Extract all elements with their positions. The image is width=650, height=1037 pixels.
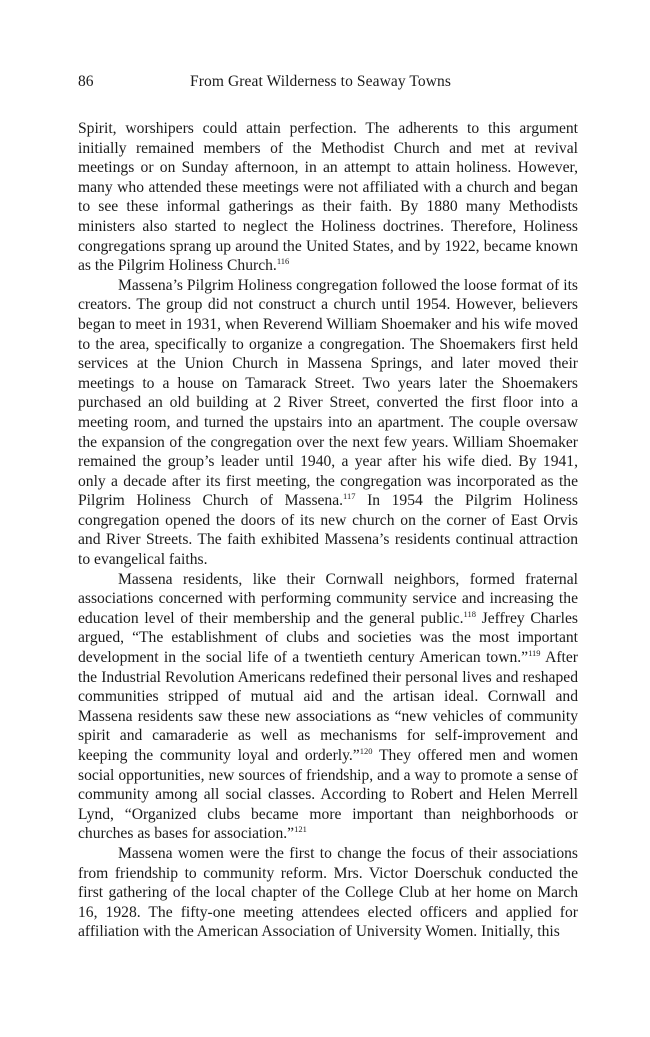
paragraph: [78, 570, 578, 844]
paragraph-text: Massena’s Pilgrim Holiness congregation followed the loose format of its creators. The group did not construct a church until 1954. However, believers began to meet in 1931, when Reverend William Shoemaker and his wife moved to the area, specifically to organize a congregation. The Shoemakers first held services at the Union Church in Massena Springs, and later moved their meetings to a house on Tamarack Street. Two years later the Shoemakers purchased an old building at 2 River Street, converted the first floor into a meeting room, and turned the upstairs into an apartment. The couple oversaw the expansion of the congregation over the next few years. William Shoemaker remained the group’s leader until 1940, a year after his wife died. By 1941, only a decade after its first meeting, the congregation was incorporated as the Pilgrim Holiness Church of Massena.: [78, 276, 578, 510]
running-title: From Great Wilderness to Seaway Towns: [190, 73, 452, 90]
paragraph-text: They offered men and women social opportunities, new sources of friendship, and a way to promote a sense of community among all social classes. According to Robert and Helen Merrell Lynd, “Organized clubs became more important than neighborhoods or churches as bases for association.”: [78, 747, 578, 843]
paragraph-text: Massena women were the first to change the focus of their associations from friendship to community reform. Mrs. Victor Doerschuk conducted the first gathering of the local chapter of the College Club at her home on March 16, 1928. The fifty-one meeting attendees elected officers and applied for affiliation with the American Association of University Women. Initially, this: [78, 844, 578, 941]
running-head: [78, 72, 578, 92]
paragraph: [78, 276, 578, 570]
paragraph: [78, 844, 578, 942]
paragraph-text: In 1954 the Pilgrim Holiness congregation opened the doors of its new church on the corner of East Orvis and River Streets. The faith exhibited Massena’s residents continual attraction to evangelical faiths.: [78, 492, 578, 569]
paragraph-text: Jeffrey Charles argued, “The establishment of clubs and societies was the most important development in the social life of a twentieth century American town.”: [78, 609, 578, 667]
footnote-marker: 117: [343, 491, 356, 502]
footnote-marker: 121: [294, 824, 307, 835]
paragraph: [78, 119, 578, 276]
footnote-marker: 119: [528, 648, 541, 659]
paragraph-text: Massena residents, like their Cornwall neighbors, formed fraternal associations concerned with performing community service and increasing the education level of their membership and the general public.: [78, 570, 578, 627]
footnote-marker: 118: [463, 608, 476, 619]
page-number: 86: [78, 73, 94, 90]
paragraph-text: After the Industrial Revolution Americans redefined their personal lives and reshaped communities stripped of mutual aid and the artisan ideal. Cornwall and Massena residents saw these new associations as “new vehicles of community spirit and camaraderie as well as mechanisms for self-improvement and keeping the community loyal and orderly.”: [78, 649, 578, 764]
body-text: [78, 119, 578, 942]
footnote-marker: 116: [276, 256, 290, 267]
footnote-marker: 120: [359, 746, 373, 756]
paragraph-text: Spirit, worshipers could attain perfection. The adherents to this argument initially remained members of the Methodist Church and met at revival meetings or on Sunday afternoon, in an attempt to attain holiness. However, many who attended these meetings were not affiliated with a church and began to see these informal gatherings as their faith. By 1880 many Methodists ministers also started to neglect the Holiness doctrines. Therefore, Holiness congregations sprang up around the United States, and by 1922, became known as the Pilgrim Holiness Church.: [78, 120, 578, 275]
